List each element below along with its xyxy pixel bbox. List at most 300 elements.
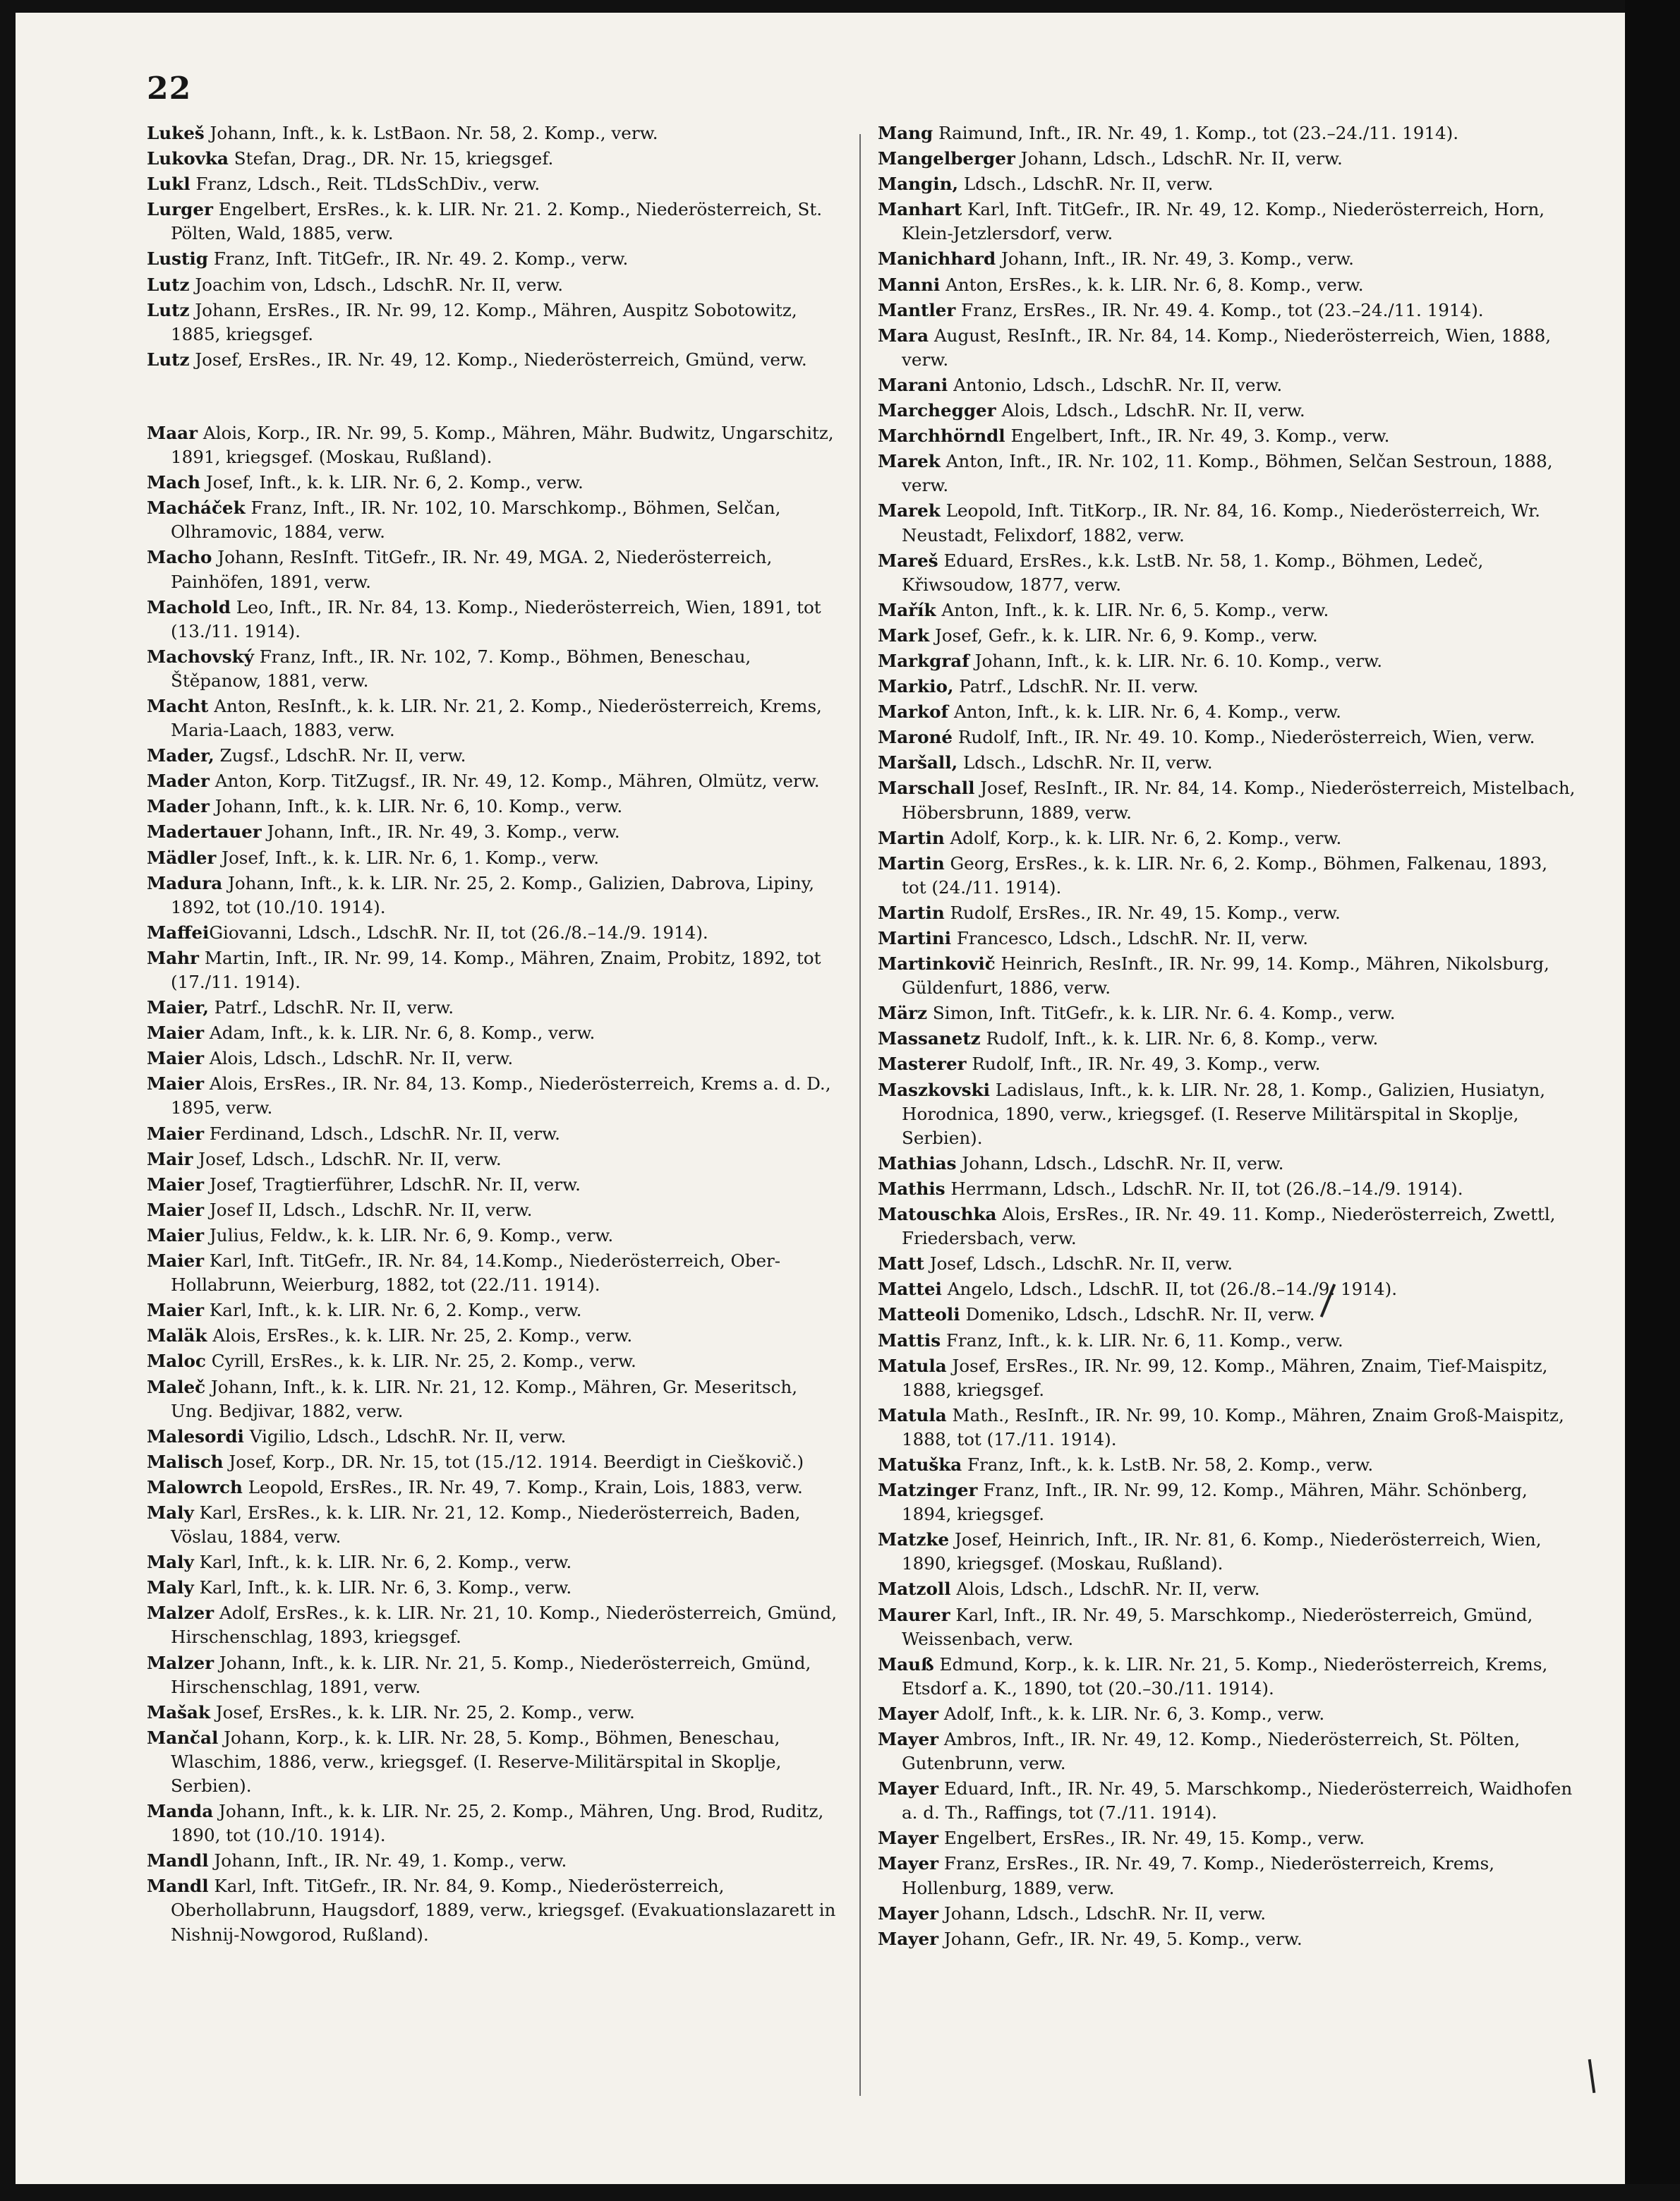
entry-surname: Marek xyxy=(878,500,941,521)
casualty-entry xyxy=(878,1702,1576,1726)
entry-surname: Masterer xyxy=(878,1054,967,1075)
casualty-entry xyxy=(147,1072,838,1120)
entry-details: Adolf, Inft., k. k. LIR. Nr. 6, 3. Komp., verw. xyxy=(938,1703,1325,1724)
entry-details: Rudolf, Inft., IR. Nr. 49, 3. Komp., verw. xyxy=(966,1054,1321,1075)
entry-surname: Martin xyxy=(878,902,945,923)
casualty-entry xyxy=(147,545,838,593)
casualty-entry xyxy=(878,273,1576,297)
section-gap xyxy=(147,373,838,421)
entry-details: Johann, Ldsch., LdschR. Nr. II, verw. xyxy=(938,1902,1267,1924)
entry-surname: Machold xyxy=(147,596,231,617)
entry-surname: Maier xyxy=(147,1123,205,1144)
casualty-entry xyxy=(878,147,1576,171)
entry-details: Johann, Ldsch., LdschR. Nr. II, verw. xyxy=(1015,148,1343,169)
scan-border-right xyxy=(1625,0,1680,2201)
entry-details: Herrmann, Ldsch., LdschR. Nr. II, tot (26./8.–14./9. 1914). xyxy=(945,1178,1463,1199)
entry-surname: Madura xyxy=(147,872,223,893)
entry-details: Ferdinand, Ldsch., LdschR. Nr. II, verw. xyxy=(204,1123,560,1144)
entry-surname: Mara xyxy=(878,325,929,346)
entry-surname: Lukovka xyxy=(147,148,229,169)
entry-details: Patrf., LdschR. Nr. II. verw. xyxy=(953,676,1199,697)
entry-surname: Manichhard xyxy=(878,248,996,270)
entry-details: Adolf, Korp., k. k. LIR. Nr. 6, 2. Komp., verw. xyxy=(944,827,1342,848)
casualty-entry xyxy=(878,700,1576,724)
entry-details: Simon, Inft. TitGefr., k. k. LIR. Nr. 6. 4. Komp., verw. xyxy=(927,1003,1396,1024)
casualty-entry xyxy=(147,1726,838,1798)
casualty-entry xyxy=(878,725,1576,749)
entry-surname: Massanetz xyxy=(878,1028,981,1049)
entry-surname: Macho xyxy=(147,547,212,568)
casualty-entry xyxy=(147,645,838,693)
casualty-entry xyxy=(147,1021,838,1045)
casualty-entry xyxy=(147,1147,838,1171)
entry-details: Johann, Inft., k. k. LIR. Nr. 21, 12. Komp., Mähren, Gr. Meseritsch, Ung. Bedjivar, 1882, verw. xyxy=(171,1376,798,1421)
entry-details: Georg, ErsRes., k. k. LIR. Nr. 6, 2. Komp., Böhmen, Falkenau, 1893, tot (24./11. 1914). xyxy=(902,852,1548,898)
entry-details: Franz, Inft., IR. Nr. 102, 10. Marschkomp., Böhmen, Selčan, Olhramovic, 1884, verw. xyxy=(171,498,781,543)
casualty-entry xyxy=(147,247,838,271)
entry-surname: Maar xyxy=(147,422,198,443)
casualty-entry xyxy=(878,1852,1576,1900)
entry-details: Karl, Inft., k. k. LIR. Nr. 6, 3. Komp., verw. xyxy=(193,1577,572,1598)
entry-surname: Maier xyxy=(147,1250,205,1272)
entry-details: Karl, Inft. TitGefr., IR. Nr. 84, 14.Komp., Niederösterreich, Ober-Hollabrunn, Weierburg, 1882, tot (22./11. 1914). xyxy=(171,1250,781,1296)
entry-surname: Martini xyxy=(878,928,952,948)
entry-details: Karl, Inft. TitGefr., IR. Nr. 49, 12. Komp., Niederösterreich, Horn, Klein-Jetzlersdorf, verw. xyxy=(902,199,1545,244)
entry-surname: Machovský xyxy=(147,646,254,667)
entry-details: Josef II, Ldsch., LdschR. Nr. II, verw. xyxy=(204,1199,533,1220)
casualty-entry xyxy=(147,496,838,544)
casualty-entry xyxy=(878,1001,1576,1025)
entry-details: Josef, ErsRes., k. k. LIR. Nr. 25, 2. Komp., verw. xyxy=(210,1701,635,1723)
entry-details: Johann, Ldsch., LdschR. Nr. II, verw. xyxy=(956,1152,1284,1174)
casualty-entry xyxy=(147,1601,838,1649)
entry-surname: Malzer xyxy=(147,1652,214,1673)
entry-details: Angelo, Ldsch., LdschR. II, tot (26./8.–14./9. 1914). xyxy=(941,1279,1398,1300)
entry-surname: Maly xyxy=(147,1502,194,1523)
entry-surname: Marchhörndl xyxy=(878,426,1005,447)
entry-details: Zugsf., LdschR. Nr. II, verw. xyxy=(214,745,466,766)
casualty-entry xyxy=(147,1349,838,1373)
entry-surname: Mandl xyxy=(147,1850,209,1871)
entry-details: Rudolf, Inft., IR. Nr. 49. 10. Komp., Niederösterreich, Wien, verw. xyxy=(953,727,1535,748)
entry-details: Anton, Korp. TitZugsf., IR. Nr. 49, 12. Komp., Mähren, Olmütz, verw. xyxy=(209,771,820,792)
entry-details: Johann, Inft., k. k. LIR. Nr. 25, 2. Komp., Mähren, Ung. Brod, Ruditz, 1890, tot (10./10. 1914). xyxy=(171,1801,824,1846)
entry-details: Karl, Inft., IR. Nr. 49, 5. Marschkomp., Niederösterreich, Gmünd, Weissenbach, verw. xyxy=(902,1604,1533,1649)
entry-details: Alois, Ldsch., LdschR. Nr. II, verw. xyxy=(950,1579,1260,1600)
casualty-entry xyxy=(147,1122,838,1146)
entry-details: Johann, ResInft. TitGefr., IR. Nr. 49, MGA. 2, Niederösterreich, Painhöfen, 1891, verw. xyxy=(171,547,773,592)
casualty-entry xyxy=(147,1476,838,1500)
entry-surname: Mathias xyxy=(878,1152,957,1174)
entry-surname: Matouschka xyxy=(878,1204,997,1225)
entry-details: Antonio, Ldsch., LdschR. Nr. II, verw. xyxy=(948,374,1283,395)
entry-details: Josef, Ldsch., LdschR. Nr. II, verw. xyxy=(193,1148,502,1169)
entry-surname: Mattei xyxy=(878,1279,942,1300)
casualty-entry xyxy=(147,872,838,919)
entry-surname: Matt xyxy=(878,1253,924,1274)
entry-surname: Mayer xyxy=(878,1729,939,1749)
casualty-entry xyxy=(878,1902,1576,1926)
entry-details: Alois, ErsRes., k. k. LIR. Nr. 25, 2. Komp., verw. xyxy=(207,1325,633,1346)
entry-surname: Maroné xyxy=(878,727,953,748)
pen-mark-corner xyxy=(1588,2059,1596,2093)
casualty-entry xyxy=(878,121,1576,145)
casualty-entry xyxy=(878,1826,1576,1850)
casualty-entry xyxy=(147,1701,838,1725)
casualty-entry xyxy=(147,121,838,145)
casualty-entry xyxy=(878,1603,1576,1651)
casualty-entry xyxy=(878,450,1576,498)
casualty-entry xyxy=(147,1576,838,1600)
scan-border-left xyxy=(0,0,16,2201)
casualty-entry xyxy=(147,1425,838,1449)
entry-details: Vigilio, Ldsch., LdschR. Nr. II, verw. xyxy=(243,1425,567,1447)
entry-surname: Mader xyxy=(147,771,210,792)
casualty-entry xyxy=(147,1874,838,1946)
casualty-entry xyxy=(878,1453,1576,1477)
entry-details: Karl, Inft., k. k. LIR. Nr. 6, 2. Komp., verw. xyxy=(204,1300,582,1321)
casualty-entry xyxy=(878,499,1576,547)
casualty-entry xyxy=(147,1249,838,1297)
entry-surname: Markio, xyxy=(878,676,954,697)
entry-surname: Manhart xyxy=(878,199,962,220)
casualty-entry xyxy=(878,624,1576,648)
entry-surname: Maier xyxy=(147,1199,205,1220)
casualty-entry xyxy=(147,421,838,469)
entry-details: Franz, Inft., IR. Nr. 99, 12. Komp., Mähren, Mähr. Schönberg, 1894, kriegsgef. xyxy=(902,1480,1528,1525)
casualty-entry xyxy=(878,1577,1576,1601)
casualty-entry xyxy=(878,1027,1576,1051)
casualty-entry xyxy=(147,1849,838,1873)
entry-details: August, ResInft., IR. Nr. 84, 14. Komp., Niederösterreich, Wien, 1888, verw. xyxy=(902,325,1552,370)
entry-surname: Maleč xyxy=(147,1376,206,1397)
entry-details: Johann, Gefr., IR. Nr. 49, 5. Komp., verw. xyxy=(938,1928,1303,1949)
casualty-entry xyxy=(878,1177,1576,1201)
casualty-entry xyxy=(147,348,838,372)
entry-surname: Matula xyxy=(878,1404,947,1425)
entry-details: Josef, Ldsch., LdschR. Nr. II, verw. xyxy=(924,1253,1233,1274)
casualty-entry xyxy=(878,1404,1576,1452)
casualty-entry xyxy=(878,1202,1576,1250)
entry-surname: Lutz xyxy=(147,349,190,370)
entry-details: Heinrich, ResInft., IR. Nr. 99, 14. Komp., Mähren, Nikolsburg, Güldenfurt, 1886, verw. xyxy=(902,953,1549,999)
entry-details: Franz, ErsRes., IR. Nr. 49. 4. Komp., tot (23.–24./11. 1914). xyxy=(955,299,1484,320)
entry-surname: Mader, xyxy=(147,745,214,766)
casualty-entry xyxy=(878,852,1576,900)
casualty-entry xyxy=(878,927,1576,951)
entry-details: Ambros, Inft., IR. Nr. 49, 12. Komp., Niederösterreich, St. Pölten, Gutenbrunn, verw. xyxy=(902,1729,1521,1774)
entry-details: Alois, ErsRes., IR. Nr. 84, 13. Komp., Niederösterreich, Krems a. d. D., 1895, verw. xyxy=(171,1073,831,1118)
entry-details: Eduard, Inft., IR. Nr. 49, 5. Marschkomp., Niederösterreich, Waidhofen a. d. Th., Raffings, tot (7./11. 1914). xyxy=(902,1778,1573,1823)
casualty-entry xyxy=(878,1653,1576,1701)
entry-surname: Mang xyxy=(878,123,933,143)
scan-border-bottom xyxy=(0,2184,1680,2201)
entry-details: Franz, ErsRes., IR. Nr. 49, 7. Komp., Niederösterreich, Krems, Hollenburg, 1889, verw. xyxy=(902,1853,1495,1898)
entry-surname: Martin xyxy=(878,827,945,848)
entry-details: Rudolf, ErsRes., IR. Nr. 49, 15. Komp., verw. xyxy=(944,902,1341,923)
casualty-entry xyxy=(147,921,838,945)
left-column xyxy=(147,121,838,1948)
entry-details: Karl, Inft. TitGefr., IR. Nr. 84, 9. Komp., Niederösterreich, Oberhollabrunn, Haugsdorf, 1889, verw., kriegsgef. (Evakuationslazarett in Nishnij-Nowgorod, Rußland). xyxy=(171,1876,836,1945)
entry-surname: Malesordi xyxy=(147,1425,244,1447)
entry-surname: Malowrch xyxy=(147,1476,243,1497)
casualty-entry xyxy=(878,751,1576,775)
casualty-entry xyxy=(878,1052,1576,1076)
casualty-entry xyxy=(878,1152,1576,1176)
entry-details: Ldsch., LdschR. Nr. II, verw. xyxy=(958,174,1214,195)
entry-details: Math., ResInft., IR. Nr. 99, 10. Komp., Mähren, Znaim Groß-Maispitz, 1888, tot (17./11. 1914). xyxy=(902,1404,1564,1449)
entry-details: Anton, ResInft., k. k. LIR. Nr. 21, 2. Komp., Niederösterreich, Krems, Maria-Laach, 1883, verw. xyxy=(171,695,822,741)
entry-details: Leopold, Inft. TitKorp., IR. Nr. 84, 16. Komp., Niederösterreich, Wr. Neustadt, Felixdorf, 1882, verw. xyxy=(902,500,1540,545)
entry-surname: Matteoli xyxy=(878,1304,960,1325)
entry-details: Franz, Inft., k. k. LIR. Nr. 6, 11. Komp., verw. xyxy=(941,1329,1343,1351)
entry-details: Josef, Tragtierführer, LdschR. Nr. II, verw. xyxy=(204,1174,581,1195)
entry-details: Francesco, Ldsch., LdschR. Nr. II, verw. xyxy=(951,928,1309,948)
casualty-entry xyxy=(878,198,1576,246)
entry-details: Edmund, Korp., k. k. LIR. Nr. 21, 5. Komp., Niederösterreich, Krems, Etsdorf a. K., 1890, tot (20.–30./11. 1914). xyxy=(902,1653,1548,1699)
casualty-entry xyxy=(147,1047,838,1071)
entry-surname: Marani xyxy=(878,374,948,395)
entry-surname: Matuška xyxy=(878,1454,962,1475)
entry-surname: Mayer xyxy=(878,1778,939,1799)
casualty-entry xyxy=(878,776,1576,824)
casualty-entry xyxy=(147,1799,838,1847)
entry-surname: Marschall xyxy=(878,778,975,799)
entry-details: Joachim von, Ldsch., LdschR. Nr. II, verw. xyxy=(189,274,564,295)
entry-surname: Manda xyxy=(147,1801,214,1822)
entry-surname: Marek xyxy=(878,451,941,472)
entry-details: Alois, Korp., IR. Nr. 99, 5. Komp., Mähren, Mähr. Budwitz, Ungarschitz, 1891, kriegsgef. (Moskau, Rußland). xyxy=(171,422,834,468)
column-divider xyxy=(859,134,861,2096)
entry-details: Josef, ErsRes., IR. Nr. 99, 12. Komp., Mähren, Znaim, Tief-Maispitz, 1888, kriegsgef. xyxy=(902,1355,1548,1400)
casualty-entry xyxy=(878,1277,1576,1301)
casualty-entry xyxy=(878,1927,1576,1951)
casualty-entry xyxy=(878,299,1576,322)
entry-details: Eduard, ErsRes., k.k. LstB. Nr. 58, 1. Komp., Böhmen, Ledeč, Křiwsoudow, 1877, verw. xyxy=(902,550,1484,595)
casualty-entry xyxy=(878,1528,1576,1576)
casualty-entry xyxy=(147,1501,838,1549)
casualty-entry xyxy=(878,598,1576,622)
entry-details: Anton, Inft., k. k. LIR. Nr. 6, 5. Komp., verw. xyxy=(936,599,1329,620)
casualty-entry xyxy=(147,769,838,793)
entry-details: Johann, ErsRes., IR. Nr. 99, 12. Komp., Mähren, Auspitz Sobotowitz, 1885, kriegsgef. xyxy=(171,299,797,344)
entry-details: Adolf, ErsRes., k. k. LIR. Nr. 21, 10. Komp., Niederösterreich, Gmünd, Hirschenschlag, 1893, kriegsgef. xyxy=(171,1603,838,1648)
entry-surname: Mayer xyxy=(878,1703,939,1724)
entry-details: Rudolf, Inft., k. k. LIR. Nr. 6, 8. Komp., verw. xyxy=(980,1028,1379,1049)
casualty-entry xyxy=(878,1777,1576,1825)
entry-details: Johann, Inft., k. k. LIR. Nr. 25, 2. Komp., Galizien, Dabrova, Lipiny, 1892, tot (10./10. 1914). xyxy=(171,872,815,917)
entry-surname: Mayer xyxy=(878,1828,939,1849)
entry-surname: Mayer xyxy=(878,1928,939,1949)
entry-surname: Maršall, xyxy=(878,752,958,773)
entry-details: Franz, Ldsch., Reit. TLdsSchDiv., verw. xyxy=(190,174,540,195)
entry-surname: Matzinger xyxy=(878,1480,978,1501)
entry-details: Engelbert, ErsRes., k. k. LIR. Nr. 21. 2. Komp., Niederösterreich, St. Pölten, Wald, 1885, verw. xyxy=(171,199,823,244)
entry-details: Johann, Inft., k. k. LIR. Nr. 6. 10. Komp., verw. xyxy=(969,650,1383,671)
entry-details: Johann, Inft., IR. Nr. 49, 3. Komp., verw. xyxy=(261,821,620,843)
entry-details: Alois, Ldsch., LdschR. Nr. II, verw. xyxy=(204,1048,514,1069)
casualty-entry xyxy=(147,471,838,495)
entry-surname: Lukl xyxy=(147,174,191,195)
casualty-entry xyxy=(878,424,1576,448)
casualty-entry xyxy=(147,273,838,297)
entry-details: Josef, ErsRes., IR. Nr. 49, 12. Komp., Niederösterreich, Gmünd, verw. xyxy=(189,349,807,370)
entry-surname: Mangin, xyxy=(878,174,959,195)
casualty-entry xyxy=(147,1198,838,1222)
entry-surname: Madertauer xyxy=(147,821,262,843)
casualty-entry xyxy=(147,946,838,994)
entry-surname: Lutz xyxy=(147,299,190,320)
entry-surname: Maffei xyxy=(147,922,210,943)
entry-details: Engelbert, Inft., IR. Nr. 49, 3. Komp., verw. xyxy=(1005,426,1390,447)
entry-surname: Mader xyxy=(147,796,210,817)
entry-surname: Maly xyxy=(147,1577,194,1598)
casualty-entry xyxy=(147,820,838,844)
page-number: 22 xyxy=(147,71,192,107)
casualty-entry xyxy=(147,172,838,196)
entry-details: Ldsch., LdschR. Nr. II, verw. xyxy=(957,752,1213,773)
entry-details: Johann, Inft., k. k. LstBaon. Nr. 58, 2. Komp., verw. xyxy=(204,123,658,143)
casualty-entry xyxy=(147,996,838,1020)
casualty-entry xyxy=(147,1173,838,1197)
entry-surname: Macht xyxy=(147,695,209,716)
entry-details: Josef, Korp., DR. Nr. 15, tot (15./12. 1914. Beerdigt in Cieškovič.) xyxy=(223,1451,804,1472)
entry-surname: Mařík xyxy=(878,599,936,620)
entry-details: Cyrill, ErsRes., k. k. LIR. Nr. 25, 2. Komp., verw. xyxy=(205,1351,636,1372)
casualty-entry xyxy=(147,795,838,819)
casualty-entry xyxy=(878,826,1576,850)
casualty-entry xyxy=(878,649,1576,673)
casualty-entry xyxy=(147,147,838,171)
casualty-entry xyxy=(147,1224,838,1248)
casualty-entry xyxy=(147,198,838,246)
entry-surname: Mathis xyxy=(878,1178,945,1199)
casualty-entry xyxy=(147,299,838,346)
casualty-entry xyxy=(878,1727,1576,1775)
entry-surname: Lukeš xyxy=(147,123,205,143)
entry-surname: Mädler xyxy=(147,847,217,868)
casualty-entry xyxy=(147,1450,838,1474)
entry-surname: Maläk xyxy=(147,1325,207,1346)
entry-details: Franz, Inft., IR. Nr. 102, 7. Komp., Böhmen, Beneschau, Štěpanow, 1881, verw. xyxy=(171,646,751,691)
entry-surname: Lutz xyxy=(147,274,190,295)
entry-surname: Mayer xyxy=(878,1853,939,1874)
casualty-entry xyxy=(147,1550,838,1574)
entry-details: Johann, Korp., k. k. LIR. Nr. 28, 5. Komp., Böhmen, Beneschau, Wlaschim, 1886, verw., kriegsgef. (I. Reserve-Militärspital in Skoplje, Serbien). xyxy=(171,1727,782,1796)
entry-details: Julius, Feldw., k. k. LIR. Nr. 6, 9. Komp., verw. xyxy=(204,1224,614,1246)
entry-details: Domeniko, Ldsch., LdschR. Nr. II, verw. xyxy=(960,1304,1315,1325)
casualty-entry xyxy=(147,1298,838,1322)
entry-details: Johann, Inft., IR. Nr. 49, 1. Komp., verw. xyxy=(208,1850,567,1871)
casualty-entry xyxy=(878,247,1576,271)
entry-details: Adam, Inft., k. k. LIR. Nr. 6, 8. Komp., verw. xyxy=(204,1023,596,1044)
casualty-entry xyxy=(878,1329,1576,1353)
entry-surname: Maier xyxy=(147,1174,205,1195)
entry-surname: Mair xyxy=(147,1148,193,1169)
casualty-entry xyxy=(878,901,1576,925)
right-column xyxy=(878,121,1576,1953)
entry-surname: Maszkovski xyxy=(878,1079,990,1100)
casualty-entry xyxy=(878,675,1576,699)
entry-surname: Mašak xyxy=(147,1701,210,1723)
casualty-entry xyxy=(878,1252,1576,1276)
entry-details: Leo, Inft., IR. Nr. 84, 13. Komp., Niederösterreich, Wien, 1891, tot (13./11. 1914). xyxy=(171,596,821,641)
entry-surname: Maier xyxy=(147,1048,205,1069)
entry-surname: Maurer xyxy=(878,1604,950,1625)
entry-surname: Lurger xyxy=(147,199,213,220)
entry-surname: Martin xyxy=(878,852,945,874)
scan-border-top xyxy=(0,0,1680,13)
entry-details: Josef, Inft., k. k. LIR. Nr. 6, 2. Komp., verw. xyxy=(200,472,584,493)
entry-surname: Lustig xyxy=(147,248,208,270)
entry-details: Leopold, ErsRes., IR. Nr. 49, 7. Komp., Krain, Lois, 1883, verw. xyxy=(242,1476,803,1497)
casualty-entry xyxy=(147,1375,838,1423)
entry-details: Giovanni, Ldsch., LdschR. Nr. II, tot (26./8.–14./9. 1914). xyxy=(209,922,708,943)
entry-details: Martin, Inft., IR. Nr. 99, 14. Komp., Mähren, Znaim, Probitz, 1892, tot (17./11. 1914). xyxy=(171,947,821,992)
entry-surname: Matzoll xyxy=(878,1579,951,1600)
entry-surname: Malzer xyxy=(147,1603,214,1624)
casualty-entry xyxy=(878,549,1576,597)
entry-surname: März xyxy=(878,1003,928,1024)
entry-details: Josef, Heinrich, Inft., IR. Nr. 81, 6. Komp., Niederösterreich, Wien, 1890, kriegsgef. (Moskau, Rußland). xyxy=(902,1529,1542,1574)
entry-surname: Matula xyxy=(878,1355,947,1376)
entry-details: Johann, Inft., IR. Nr. 49, 3. Komp., verw. xyxy=(996,248,1354,270)
entry-details: Josef, Gefr., k. k. LIR. Nr. 6, 9. Komp., verw. xyxy=(929,625,1318,646)
entry-surname: Manni xyxy=(878,274,941,295)
entry-details: Johann, Inft., k. k. LIR. Nr. 6, 10. Komp., verw. xyxy=(209,796,623,817)
entry-surname: Maly xyxy=(147,1552,194,1573)
casualty-entry xyxy=(878,1478,1576,1526)
entry-surname: Maier xyxy=(147,1073,205,1095)
entry-details: Anton, ErsRes., k. k. LIR. Nr. 6, 8. Komp., verw. xyxy=(940,274,1364,295)
casualty-entry xyxy=(147,846,838,870)
entry-surname: Mandl xyxy=(147,1876,209,1897)
entry-surname: Matzke xyxy=(878,1529,950,1550)
entry-surname: Mayer xyxy=(878,1902,939,1924)
casualty-entry xyxy=(878,172,1576,196)
entry-surname: Maloc xyxy=(147,1351,206,1372)
entry-details: Alois, ErsRes., IR. Nr. 49. 11. Komp., Niederösterreich, Zwettl, Friedersbach, verw. xyxy=(902,1204,1556,1249)
entry-details: Engelbert, ErsRes., IR. Nr. 49, 15. Komp., verw. xyxy=(938,1828,1365,1849)
entry-surname: Mauß xyxy=(878,1653,934,1675)
entry-details: Raimund, Inft., IR. Nr. 49, 1. Komp., tot (23.–24./11. 1914). xyxy=(933,123,1459,143)
entry-details: Patrf., LdschR. Nr. II, verw. xyxy=(208,997,454,1018)
entry-surname: Mahr xyxy=(147,947,199,968)
casualty-entry xyxy=(878,952,1576,1000)
entry-surname: Mark xyxy=(878,625,930,646)
casualty-entry xyxy=(878,324,1576,372)
entry-surname: Maier, xyxy=(147,997,209,1018)
entry-surname: Martinkovič xyxy=(878,953,996,975)
entry-details: Josef, ResInft., IR. Nr. 84, 14. Komp., Niederösterreich, Mistelbach, Höbersbrunn, 1889, verw. xyxy=(902,778,1576,823)
entry-surname: Markgraf xyxy=(878,650,969,671)
entry-surname: Maier xyxy=(147,1224,205,1246)
entry-details: Ladislaus, Inft., k. k. LIR. Nr. 28, 1. Komp., Galizien, Husiatyn, Horodnica, 1890, verw., kriegsgef. (I. Reserve Militärspital in Skoplje, Serbien). xyxy=(902,1079,1546,1148)
entry-details: Johann, Inft., k. k. LIR. Nr. 21, 5. Komp., Niederösterreich, Gmünd, Hirschenschlag, 1891, verw. xyxy=(171,1652,811,1697)
entry-surname: Mattis xyxy=(878,1329,941,1351)
entry-surname: Macháček xyxy=(147,498,246,519)
casualty-entry xyxy=(147,744,838,768)
entry-surname: Markof xyxy=(878,701,949,723)
entry-details: Franz, Inft., k. k. LstB. Nr. 58, 2. Komp., verw. xyxy=(962,1454,1374,1475)
casualty-entry xyxy=(878,1303,1576,1327)
entry-details: Karl, Inft., k. k. LIR. Nr. 6, 2. Komp., verw. xyxy=(193,1552,572,1573)
entry-surname: Mach xyxy=(147,472,201,493)
entry-details: Anton, Inft., k. k. LIR. Nr. 6, 4. Komp., verw. xyxy=(948,701,1341,723)
entry-details: Josef, Inft., k. k. LIR. Nr. 6, 1. Komp., verw. xyxy=(216,847,600,868)
entry-surname: Marchegger xyxy=(878,400,996,421)
entry-surname: Mančal xyxy=(147,1727,219,1748)
